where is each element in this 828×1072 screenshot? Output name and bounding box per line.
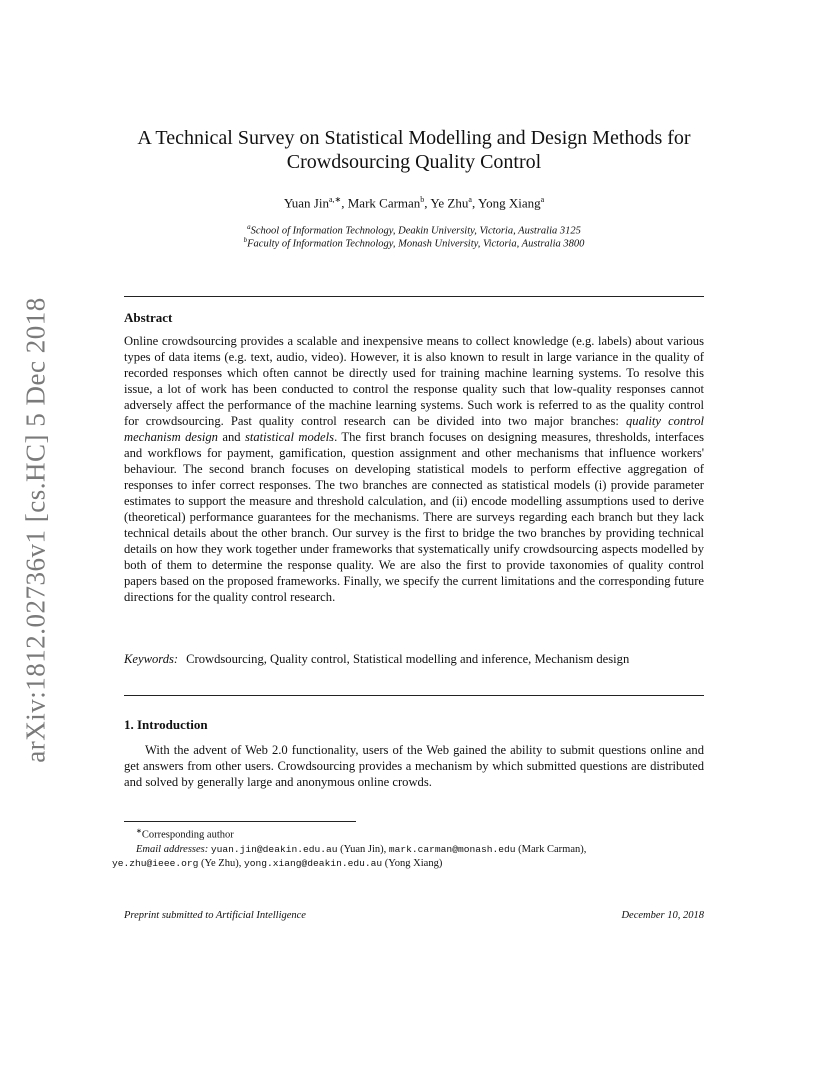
abstract-part-2: . The first branch focuses on designing measures, thresholds, interfaces and workflows for payment, gamification, question assignment and other mechanisms that influence workers' behaviour. The second branch focuses on developing statistical models to perform effective aggregation of responses to infer correct responses. The two branches are connected as statistical models (i) provide parameter estimates to support the measure and threshold calculation, and (ii) encode modelling assumptions used to derive (theoretical) performance guarantees for the mechanisms. There are surveys regarding each branch but they lack technical details about the other branch. Our survey is the first to bridge the two branches by providing technical details on how they work together under frameworks that systematically unify crowdsourcing aspects modelled by both of them to determine the response quality. We are also the first to provide taxonomies of quality control papers based on the proposed frameworks. Finally, we specify the current limitations and the corresponding future directions for the quality control research. (124, 430, 704, 604)
arxiv-stamp (16, 290, 56, 770)
email-link[interactable]: mark.carman@monash.edu (388, 843, 516, 855)
footnote-emails (112, 843, 712, 871)
email-link[interactable]: yuan.jin@deakin.edu.au (210, 843, 338, 855)
author-affil-mark: a,∗ (328, 195, 342, 204)
keywords-list: Crowdsourcing, Quality control, Statistical modelling and inference, Mechanism design (186, 652, 630, 666)
abstract-and: and (222, 430, 241, 444)
footer-date: December 10, 2018 (621, 910, 704, 921)
affiliation-b (100, 236, 728, 250)
top-rule (124, 296, 704, 297)
author-affil-mark: b (420, 195, 425, 204)
affiliation-mark: b (243, 236, 248, 244)
email-owner: (Yong Xiang) (384, 857, 443, 869)
footnote-mark: ∗ (136, 827, 142, 835)
author-name: Yuan Jin (283, 195, 329, 211)
email-link[interactable]: ye.zhu@ieee.org (112, 857, 199, 869)
email-owner: (Ye Zhu), (200, 857, 242, 869)
keywords-label: Keywords: (124, 652, 179, 666)
arxiv-identifier: arXiv:1812.02736v1 [cs.HC] 5 Dec 2018 (20, 297, 51, 763)
footnote-corresponding-text: Corresponding author (141, 829, 234, 841)
email-label: Email addresses: (136, 843, 209, 855)
title-line-1: A Technical Survey on Statistical Modelling and Design Methods for (137, 127, 691, 149)
bottom-rule (124, 695, 704, 696)
author-name: Mark Carman (347, 195, 421, 211)
author-list: Yuan Jin$^{a,∗}$, Mark Carman$^b$, Ye Zhu$^a$, Yong Xiang$^a$ (283, 195, 545, 211)
section-heading: 1. Introduction (124, 717, 208, 732)
author-affil-mark: a (540, 195, 545, 204)
title-line-2: Crowdsourcing Quality Control (286, 151, 542, 173)
keywords (124, 651, 704, 667)
email-link[interactable]: yong.xiang@deakin.edu.au (243, 857, 383, 869)
author-name: Yong Xiang (477, 195, 541, 211)
footnote-corresponding (112, 824, 712, 843)
affiliation-text: Faculty of Information Technology, Monash University, Victoria, Australia 3800 (247, 238, 585, 250)
footnotes (112, 824, 712, 871)
abstract-part-1: Online crowdsourcing provides a scalable and inexpensive means to collect knowledge (e.g. labels) about various types of data items (e.g. text, audio, video). However, it is also known to result in large variance in the quality of recorded responses which often cannot be directly used for training machine learning systems. To resolve this issue, a lot of work has been conducted to control the response quality such that low-quality responses cannot adversely affect the performance of the machine learning systems. Such work is referred to as the quality control for crowdsourcing. Past quality control research can be divided into two major branches: (124, 334, 704, 428)
author-name: Ye Zhu (430, 195, 469, 211)
footnote-rule (124, 821, 356, 822)
abstract-emphasis-2: statistical models (244, 430, 335, 444)
author-affil-mark: a (468, 195, 472, 204)
paper-title (100, 126, 728, 174)
abstract-heading: Abstract (124, 310, 173, 325)
footer-preprint-note: Preprint submitted to Artificial Intelligence (124, 910, 306, 921)
abstract-emphasis-1: quality control mechanism design (124, 414, 705, 444)
email-owner: (Mark Carman), (518, 843, 587, 855)
affiliation-a (100, 223, 728, 237)
abstract-text (124, 333, 704, 605)
intro-paragraph: With the advent of Web 2.0 functionality, users of the Web gained the ability to submit questions online and get answers from other users. Crowdsourcing provides a mechanism by which submitted questions are distributed and solved by generally large and anonymous online crowds. (124, 743, 704, 789)
email-owner: (Yuan Jin), (340, 843, 387, 855)
affiliation-mark: a (247, 223, 251, 231)
affiliation-text: School of Information Technology, Deakin University, Victoria, Australia 3125 (250, 225, 581, 237)
